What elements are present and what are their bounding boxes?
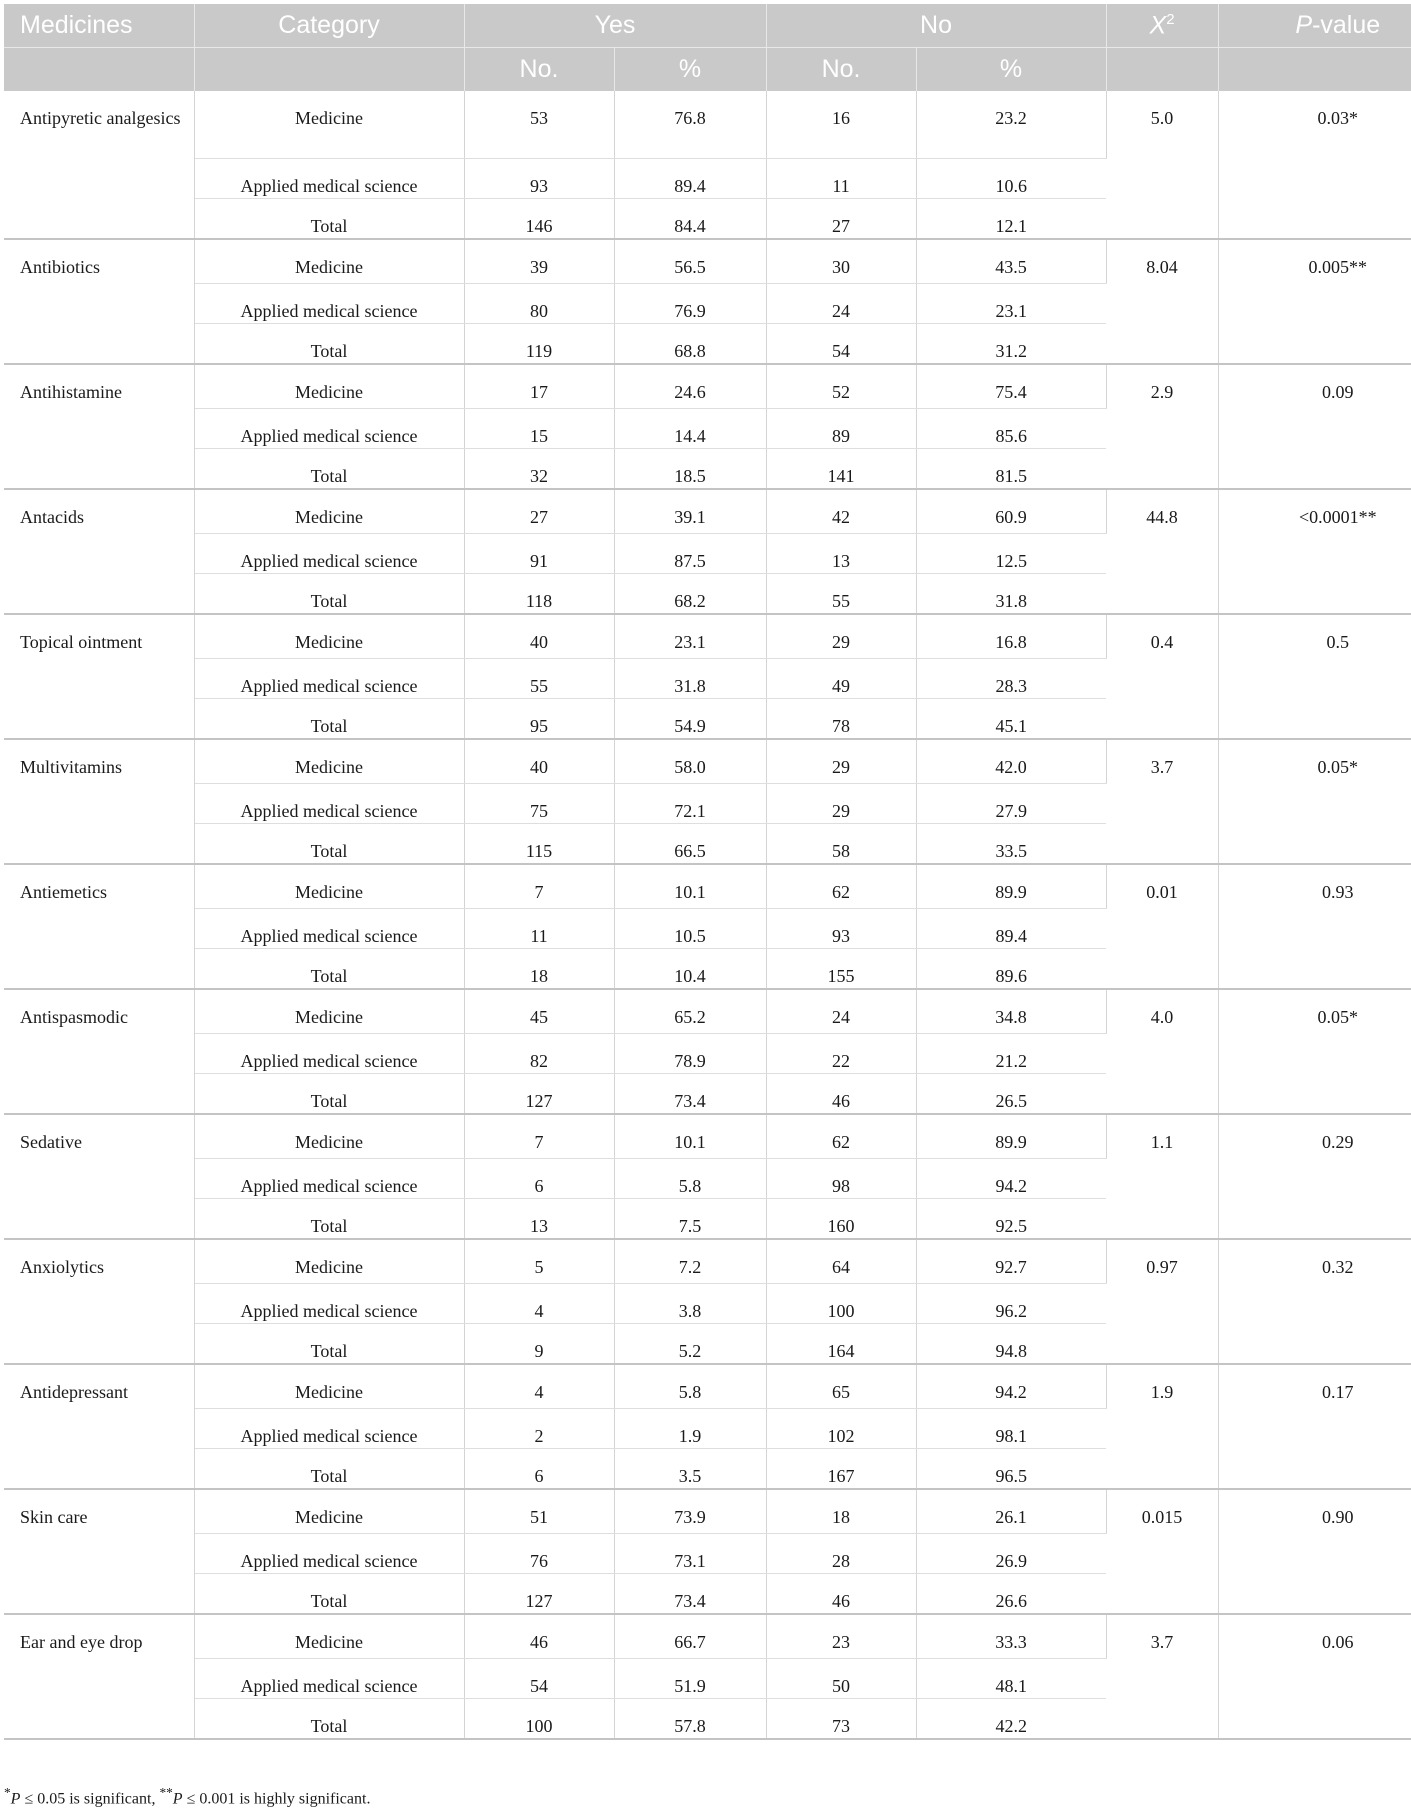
p-value-cell: 0.05* [1218, 739, 1411, 864]
yes-count-cell: 39 [464, 239, 614, 284]
yes-count-cell: 5 [464, 1239, 614, 1284]
yes-percent-cell: 23.1 [614, 614, 766, 659]
yes-percent-cell: 84.4 [614, 199, 766, 240]
footnote-symbol-2: ** [159, 1785, 173, 1800]
chi-square-symbol: X [1149, 11, 1167, 40]
no-percent-cell: 34.8 [916, 989, 1106, 1034]
no-percent-cell: 45.1 [916, 699, 1106, 740]
p-italic: P [1295, 11, 1313, 39]
no-count-cell: 100 [766, 1284, 916, 1324]
chi-square-cell: 1.1 [1106, 1114, 1218, 1239]
no-count-cell: 11 [766, 159, 916, 199]
p-value-cell: 0.90 [1218, 1489, 1411, 1614]
no-count-cell: 18 [766, 1489, 916, 1534]
no-percent-cell: 23.1 [916, 284, 1106, 324]
no-percent-cell: 85.6 [916, 409, 1106, 449]
yes-count-cell: 13 [464, 1199, 614, 1240]
category-cell: Applied medical science [194, 1284, 464, 1324]
category-cell: Applied medical science [194, 659, 464, 699]
yes-count-cell: 2 [464, 1409, 614, 1449]
yes-count-cell: 46 [464, 1614, 614, 1659]
no-percent-cell: 96.2 [916, 1284, 1106, 1324]
category-cell: Total [194, 1324, 464, 1365]
medicine-name-cell: Multivitamins [4, 739, 194, 864]
yes-count-cell: 75 [464, 784, 614, 824]
category-cell: Applied medical science [194, 909, 464, 949]
no-count-cell: 42 [766, 489, 916, 534]
no-percent-cell: 89.6 [916, 949, 1106, 990]
yes-count-cell: 18 [464, 949, 614, 990]
results-table-container [4, 4, 1407, 1740]
category-cell: Applied medical science [194, 159, 464, 199]
p-value-cell: <0.0001** [1218, 489, 1411, 614]
header-chi-square [1106, 4, 1218, 48]
footnote-symbol-1: * [4, 1785, 11, 1800]
no-percent-cell: 92.7 [916, 1239, 1106, 1284]
yes-count-cell: 17 [464, 364, 614, 409]
table-row [4, 1489, 1411, 1534]
no-percent-cell: 21.2 [916, 1034, 1106, 1074]
medicine-name-cell: Antidepressant [4, 1364, 194, 1489]
p-value-cell: 0.17 [1218, 1364, 1411, 1489]
yes-percent-cell: 3.8 [614, 1284, 766, 1324]
header-medicines-sub [4, 48, 194, 92]
yes-count-cell: 119 [464, 324, 614, 365]
yes-percent-cell: 10.5 [614, 909, 766, 949]
yes-percent-cell: 57.8 [614, 1699, 766, 1740]
category-cell: Total [194, 1199, 464, 1240]
no-count-cell: 27 [766, 199, 916, 240]
no-count-cell: 98 [766, 1159, 916, 1199]
p-value-cell: 0.09 [1218, 364, 1411, 489]
yes-percent-cell: 54.9 [614, 699, 766, 740]
category-cell: Total [194, 699, 464, 740]
category-cell: Total [194, 949, 464, 990]
header-p-value-sub [1218, 48, 1411, 92]
yes-percent-cell: 68.2 [614, 574, 766, 615]
category-cell: Medicine [194, 1364, 464, 1409]
yes-percent-cell: 73.9 [614, 1489, 766, 1534]
no-percent-cell: 89.9 [916, 1114, 1106, 1159]
no-count-cell: 102 [766, 1409, 916, 1449]
header-category: Category [194, 4, 464, 48]
yes-count-cell: 82 [464, 1034, 614, 1074]
header-no-percent: % [916, 48, 1106, 92]
no-count-cell: 62 [766, 864, 916, 909]
category-cell: Total [194, 1074, 464, 1115]
yes-count-cell: 6 [464, 1449, 614, 1490]
chi-square-cell: 0.015 [1106, 1489, 1218, 1614]
no-count-cell: 93 [766, 909, 916, 949]
yes-percent-cell: 1.9 [614, 1409, 766, 1449]
header-yes-count: No. [464, 48, 614, 92]
yes-percent-cell: 5.8 [614, 1159, 766, 1199]
footnote-p-2: P [172, 1790, 183, 1808]
yes-count-cell: 80 [464, 284, 614, 324]
yes-count-cell: 40 [464, 739, 614, 784]
no-percent-cell: 94.2 [916, 1159, 1106, 1199]
header-chi-square-sub [1106, 48, 1218, 92]
table-row [4, 1614, 1411, 1659]
no-percent-cell: 94.2 [916, 1364, 1106, 1409]
no-count-cell: 16 [766, 91, 916, 159]
yes-count-cell: 127 [464, 1574, 614, 1615]
medicine-name-cell: Skin care [4, 1489, 194, 1614]
category-cell: Medicine [194, 1489, 464, 1534]
no-percent-cell: 89.4 [916, 909, 1106, 949]
medicine-name-cell: Antihistamine [4, 364, 194, 489]
category-cell: Applied medical science [194, 534, 464, 574]
chi-square-cell: 0.4 [1106, 614, 1218, 739]
no-percent-cell: 98.1 [916, 1409, 1106, 1449]
table-row [4, 1114, 1411, 1159]
medicine-name-cell: Topical ointment [4, 614, 194, 739]
yes-count-cell: 51 [464, 1489, 614, 1534]
no-count-cell: 73 [766, 1699, 916, 1740]
yes-count-cell: 54 [464, 1659, 614, 1699]
yes-percent-cell: 31.8 [614, 659, 766, 699]
yes-count-cell: 93 [464, 159, 614, 199]
no-count-cell: 29 [766, 784, 916, 824]
category-cell: Medicine [194, 91, 464, 159]
medicine-name-cell: Antacids [4, 489, 194, 614]
yes-count-cell: 118 [464, 574, 614, 615]
table-row [4, 91, 1411, 159]
header-p-value [1218, 4, 1411, 48]
category-cell: Medicine [194, 864, 464, 909]
no-percent-cell: 42.0 [916, 739, 1106, 784]
yes-count-cell: 7 [464, 1114, 614, 1159]
header-yes-percent: % [614, 48, 766, 92]
chi-square-superscript: 2 [1166, 10, 1175, 28]
no-count-cell: 30 [766, 239, 916, 284]
table-row [4, 364, 1411, 409]
no-count-cell: 54 [766, 324, 916, 365]
yes-percent-cell: 3.5 [614, 1449, 766, 1490]
yes-count-cell: 100 [464, 1699, 614, 1740]
table-footnote [4, 1785, 370, 1808]
category-cell: Total [194, 1574, 464, 1615]
p-value-cell: 0.03* [1218, 91, 1411, 239]
medicine-name-cell: Sedative [4, 1114, 194, 1239]
no-count-cell: 29 [766, 614, 916, 659]
table-row [4, 864, 1411, 909]
no-count-cell: 58 [766, 824, 916, 865]
yes-count-cell: 15 [464, 409, 614, 449]
category-cell: Medicine [194, 614, 464, 659]
no-percent-cell: 10.6 [916, 159, 1106, 199]
chi-square-cell: 1.9 [1106, 1364, 1218, 1489]
yes-count-cell: 40 [464, 614, 614, 659]
p-value-cell: 0.5 [1218, 614, 1411, 739]
table-row [4, 489, 1411, 534]
category-cell: Applied medical science [194, 409, 464, 449]
category-cell: Medicine [194, 739, 464, 784]
yes-percent-cell: 72.1 [614, 784, 766, 824]
yes-percent-cell: 5.8 [614, 1364, 766, 1409]
table-row [4, 1364, 1411, 1409]
no-percent-cell: 81.5 [916, 449, 1106, 490]
no-percent-cell: 27.9 [916, 784, 1106, 824]
yes-percent-cell: 10.1 [614, 1114, 766, 1159]
yes-count-cell: 55 [464, 659, 614, 699]
header-no-count: No. [766, 48, 916, 92]
no-percent-cell: 26.6 [916, 1574, 1106, 1615]
yes-percent-cell: 87.5 [614, 534, 766, 574]
no-count-cell: 13 [766, 534, 916, 574]
category-cell: Total [194, 1449, 464, 1490]
category-cell: Applied medical science [194, 1409, 464, 1449]
yes-count-cell: 7 [464, 864, 614, 909]
yes-count-cell: 53 [464, 91, 614, 159]
no-percent-cell: 23.2 [916, 91, 1106, 159]
yes-count-cell: 45 [464, 989, 614, 1034]
yes-percent-cell: 78.9 [614, 1034, 766, 1074]
no-count-cell: 22 [766, 1034, 916, 1074]
no-percent-cell: 31.8 [916, 574, 1106, 615]
yes-percent-cell: 5.2 [614, 1324, 766, 1365]
yes-count-cell: 91 [464, 534, 614, 574]
header-category-sub [194, 48, 464, 92]
category-cell: Applied medical science [194, 1034, 464, 1074]
yes-count-cell: 27 [464, 489, 614, 534]
yes-count-cell: 95 [464, 699, 614, 740]
yes-percent-cell: 73.4 [614, 1074, 766, 1115]
yes-percent-cell: 10.4 [614, 949, 766, 990]
no-count-cell: 52 [766, 364, 916, 409]
category-cell: Total [194, 1699, 464, 1740]
yes-count-cell: 32 [464, 449, 614, 490]
medicine-name-cell: Anxiolytics [4, 1239, 194, 1364]
category-cell: Applied medical science [194, 1534, 464, 1574]
yes-percent-cell: 18.5 [614, 449, 766, 490]
no-percent-cell: 42.2 [916, 1699, 1106, 1740]
no-percent-cell: 26.9 [916, 1534, 1106, 1574]
medicine-name-cell: Antipyretic analgesics [4, 91, 194, 239]
footnote-text-2: ≤ 0.001 is highly significant. [182, 1790, 371, 1808]
yes-percent-cell: 7.2 [614, 1239, 766, 1284]
yes-percent-cell: 66.7 [614, 1614, 766, 1659]
no-percent-cell: 26.5 [916, 1074, 1106, 1115]
category-cell: Total [194, 574, 464, 615]
yes-percent-cell: 76.8 [614, 91, 766, 159]
p-value-suffix: -value [1312, 11, 1381, 39]
yes-percent-cell: 14.4 [614, 409, 766, 449]
medicine-name-cell: Antibiotics [4, 239, 194, 364]
table-row [4, 614, 1411, 659]
yes-percent-cell: 39.1 [614, 489, 766, 534]
no-count-cell: 24 [766, 284, 916, 324]
table-row [4, 739, 1411, 784]
medicine-usage-table [4, 4, 1411, 1740]
p-value-cell: 0.05* [1218, 989, 1411, 1114]
category-cell: Medicine [194, 989, 464, 1034]
yes-percent-cell: 89.4 [614, 159, 766, 199]
yes-count-cell: 6 [464, 1159, 614, 1199]
chi-square-cell: 3.7 [1106, 1614, 1218, 1739]
category-cell: Total [194, 199, 464, 240]
no-percent-cell: 92.5 [916, 1199, 1106, 1240]
table-body [4, 91, 1411, 1739]
yes-percent-cell: 68.8 [614, 324, 766, 365]
category-cell: Medicine [194, 364, 464, 409]
header-no: No [766, 4, 1106, 48]
no-count-cell: 49 [766, 659, 916, 699]
yes-percent-cell: 7.5 [614, 1199, 766, 1240]
p-value-cell: 0.06 [1218, 1614, 1411, 1739]
no-percent-cell: 43.5 [916, 239, 1106, 284]
category-cell: Medicine [194, 239, 464, 284]
yes-percent-cell: 24.6 [614, 364, 766, 409]
no-percent-cell: 75.4 [916, 364, 1106, 409]
category-cell: Medicine [194, 1614, 464, 1659]
no-percent-cell: 31.2 [916, 324, 1106, 365]
yes-count-cell: 11 [464, 909, 614, 949]
yes-percent-cell: 73.4 [614, 1574, 766, 1615]
no-count-cell: 23 [766, 1614, 916, 1659]
footnote-text-1: ≤ 0.05 is significant, [20, 1790, 160, 1808]
table-header [4, 4, 1411, 91]
p-value-cell: 0.29 [1218, 1114, 1411, 1239]
yes-count-cell: 9 [464, 1324, 614, 1365]
no-count-cell: 141 [766, 449, 916, 490]
table-row [4, 1239, 1411, 1284]
no-count-cell: 65 [766, 1364, 916, 1409]
header-medicines: Medicines [4, 4, 194, 48]
no-percent-cell: 16.8 [916, 614, 1106, 659]
category-cell: Medicine [194, 1239, 464, 1284]
chi-square-cell: 5.0 [1106, 91, 1218, 239]
yes-percent-cell: 56.5 [614, 239, 766, 284]
chi-square-cell: 4.0 [1106, 989, 1218, 1114]
no-percent-cell: 94.8 [916, 1324, 1106, 1365]
chi-square-cell: 0.97 [1106, 1239, 1218, 1364]
no-count-cell: 50 [766, 1659, 916, 1699]
chi-square-cell: 2.9 [1106, 364, 1218, 489]
medicine-name-cell: Antispasmodic [4, 989, 194, 1114]
p-value-cell: 0.32 [1218, 1239, 1411, 1364]
yes-count-cell: 4 [464, 1364, 614, 1409]
no-percent-cell: 33.3 [916, 1614, 1106, 1659]
medicine-name-cell: Ear and eye drop [4, 1614, 194, 1739]
yes-count-cell: 146 [464, 199, 614, 240]
no-count-cell: 28 [766, 1534, 916, 1574]
no-percent-cell: 96.5 [916, 1449, 1106, 1490]
chi-square-cell: 44.8 [1106, 489, 1218, 614]
no-percent-cell: 33.5 [916, 824, 1106, 865]
yes-count-cell: 127 [464, 1074, 614, 1115]
no-percent-cell: 28.3 [916, 659, 1106, 699]
no-percent-cell: 60.9 [916, 489, 1106, 534]
header-yes: Yes [464, 4, 766, 48]
yes-percent-cell: 66.5 [614, 824, 766, 865]
no-count-cell: 64 [766, 1239, 916, 1284]
medicine-name-cell: Antiemetics [4, 864, 194, 989]
footnote-p-1: P [10, 1790, 21, 1808]
chi-square-cell: 3.7 [1106, 739, 1218, 864]
no-count-cell: 24 [766, 989, 916, 1034]
yes-count-cell: 115 [464, 824, 614, 865]
table-row [4, 239, 1411, 284]
yes-percent-cell: 65.2 [614, 989, 766, 1034]
no-percent-cell: 12.5 [916, 534, 1106, 574]
yes-percent-cell: 58.0 [614, 739, 766, 784]
category-cell: Total [194, 824, 464, 865]
no-count-cell: 155 [766, 949, 916, 990]
no-count-cell: 55 [766, 574, 916, 615]
chi-square-cell: 8.04 [1106, 239, 1218, 364]
yes-percent-cell: 10.1 [614, 864, 766, 909]
category-cell: Applied medical science [194, 1159, 464, 1199]
no-count-cell: 160 [766, 1199, 916, 1240]
no-percent-cell: 12.1 [916, 199, 1106, 240]
category-cell: Medicine [194, 1114, 464, 1159]
no-percent-cell: 89.9 [916, 864, 1106, 909]
no-count-cell: 164 [766, 1324, 916, 1365]
category-cell: Total [194, 449, 464, 490]
no-count-cell: 89 [766, 409, 916, 449]
no-count-cell: 46 [766, 1074, 916, 1115]
no-percent-cell: 48.1 [916, 1659, 1106, 1699]
no-count-cell: 78 [766, 699, 916, 740]
table-row [4, 989, 1411, 1034]
category-cell: Medicine [194, 489, 464, 534]
yes-count-cell: 76 [464, 1534, 614, 1574]
chi-square-cell: 0.01 [1106, 864, 1218, 989]
yes-percent-cell: 76.9 [614, 284, 766, 324]
category-cell: Total [194, 324, 464, 365]
yes-percent-cell: 73.1 [614, 1534, 766, 1574]
no-count-cell: 46 [766, 1574, 916, 1615]
no-percent-cell: 26.1 [916, 1489, 1106, 1534]
yes-count-cell: 4 [464, 1284, 614, 1324]
category-cell: Applied medical science [194, 284, 464, 324]
yes-percent-cell: 51.9 [614, 1659, 766, 1699]
category-cell: Applied medical science [194, 784, 464, 824]
no-count-cell: 62 [766, 1114, 916, 1159]
p-value-cell: 0.005** [1218, 239, 1411, 364]
no-count-cell: 29 [766, 739, 916, 784]
category-cell: Applied medical science [194, 1659, 464, 1699]
p-value-cell: 0.93 [1218, 864, 1411, 989]
no-count-cell: 167 [766, 1449, 916, 1490]
